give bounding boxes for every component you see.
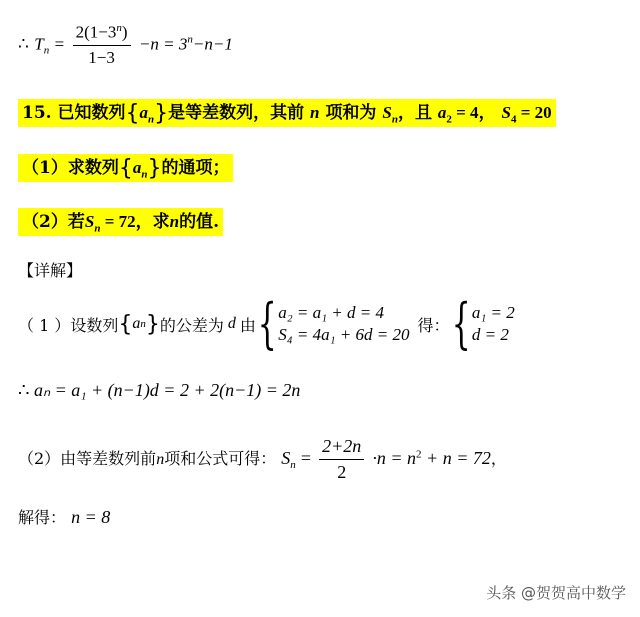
part2-label: （2）若 <box>22 212 85 232</box>
S-symbol: S <box>84 212 95 231</box>
result-system <box>472 303 515 345</box>
system-eq-1: a₂ = a₁ + d = 4 <box>278 303 384 322</box>
q15-text-2: 是等差数列，其前 <box>168 103 305 123</box>
sol2-exponent: 2 <box>416 448 422 461</box>
cond2-value: = 20 <box>516 103 552 122</box>
brace-open: { <box>118 311 133 337</box>
part1-highlight <box>18 154 233 182</box>
therefore-symbol: ∴ <box>18 380 30 400</box>
answer-line <box>18 505 110 528</box>
fraction-numerator: 2+2n <box>319 436 364 460</box>
part1-tail: 的通项； <box>161 158 230 178</box>
S-subscript: n <box>94 222 101 235</box>
sol2-label: （2）由等差数列前 <box>18 449 157 468</box>
q15-comma: ， <box>478 103 496 123</box>
part2-mid: ，求 <box>135 212 170 232</box>
solution-general-term <box>18 380 300 401</box>
part2-tail: 的值. <box>179 212 220 232</box>
q15-text-4: ，且 <box>397 103 432 123</box>
detail-heading: 【详解】 <box>18 261 83 280</box>
question-15-highlight <box>18 99 556 127</box>
n-symbol: n <box>169 212 180 231</box>
sol1-text-4: 得： <box>417 315 450 335</box>
system-brace: { <box>257 292 277 355</box>
sol2-end: + n = 72 <box>421 448 491 468</box>
cond1-symbol: a <box>437 103 447 122</box>
numerator-text: 2(1−3 <box>75 22 117 42</box>
general-term-expr: aₙ = a₁ + (n−1)d = 2 + 2(n−1) = 2n <box>33 380 301 400</box>
sol2-text-2: 项和公式可得： <box>164 449 277 468</box>
fraction <box>319 436 364 483</box>
cond2-symbol: S <box>501 103 511 122</box>
tn-symbol: T <box>34 34 44 54</box>
d-symbol: d <box>227 315 236 332</box>
q15-text-1: 已知数列 <box>57 103 126 123</box>
question-number: 15. <box>22 103 52 123</box>
part2-highlight <box>18 208 223 236</box>
cond1-value: = 4 <box>451 103 479 122</box>
S-symbol: S <box>382 103 392 122</box>
formula-exponent: n <box>187 33 193 46</box>
numerator-exponent: n <box>116 22 122 34</box>
S-symbol: S <box>281 448 291 468</box>
sol1-text-3: 由 <box>239 315 256 335</box>
part2-value: = 72 <box>100 212 136 231</box>
seq-symbol: a <box>132 158 142 177</box>
sol1-text-2: 的公差为 <box>159 315 224 335</box>
solution-part-2 <box>18 436 507 483</box>
equals-sign: = <box>300 448 312 468</box>
seq-subscript: n <box>148 113 155 126</box>
equals-sign: = <box>54 34 65 54</box>
seq-symbol: a <box>132 315 141 332</box>
brace-close: } <box>154 101 169 126</box>
formula-rest: −n = 3 <box>138 34 188 54</box>
fraction-denominator: 2 <box>337 462 347 482</box>
system-eq-2: S₄ = 4a₁ + 6d = 20 <box>278 325 410 344</box>
solution-part-1 <box>18 292 515 355</box>
fraction-numerator <box>73 22 131 46</box>
answer-expr: n = 8 <box>71 507 111 527</box>
result-eq-2: d = 2 <box>471 325 509 344</box>
seq-subscript: n <box>141 168 148 181</box>
seq-symbol: a <box>139 103 148 122</box>
question-part-2 <box>18 207 223 234</box>
question-part-1 <box>18 153 233 181</box>
brace-open: { <box>118 156 133 181</box>
therefore-symbol: ∴ <box>18 34 29 55</box>
brace-close: } <box>145 311 160 337</box>
watermark: 头条 @贺贺高中数学 <box>486 584 626 602</box>
brace-close: } <box>147 156 162 181</box>
result-eq-1: a₁ = 2 <box>471 303 515 322</box>
n-symbol: n <box>156 451 165 468</box>
result-brace: { <box>451 292 471 355</box>
part1-label: （1）求数列 <box>22 158 119 178</box>
seq-subscript: n <box>140 318 146 330</box>
question-15 <box>18 98 556 126</box>
cond2-subscript: 4 <box>510 113 517 126</box>
sol1-label: （ 1 ）设数列 <box>18 315 119 335</box>
S-subscript: n <box>391 113 398 126</box>
tn-subscript: n <box>43 44 50 57</box>
equation-system <box>278 303 409 345</box>
formula-tn <box>18 22 233 68</box>
q15-text-3: 项和为 <box>325 103 377 123</box>
fraction-denominator: 1−3 <box>88 47 115 67</box>
cond1-subscript: 2 <box>446 113 452 126</box>
numerator-close: ) <box>121 22 128 42</box>
fraction <box>73 22 131 68</box>
sol2-rest: ·n = n <box>372 448 417 468</box>
n-symbol: n <box>310 103 320 122</box>
sol2-comma: ， <box>490 449 507 468</box>
formula-end: −n−1 <box>192 34 233 54</box>
answer-label: 解得： <box>18 508 67 527</box>
brace-open: { <box>125 101 140 126</box>
S-subscript: n <box>290 459 296 472</box>
